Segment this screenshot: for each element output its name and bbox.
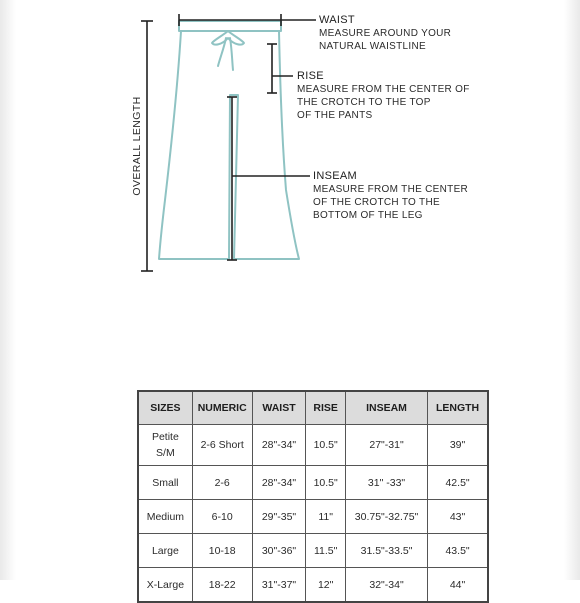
drawstring-icon [212,31,244,45]
inseam-description: MEASURE FROM THE CENTER OF THE CROTCH TO THE BOTTOM OF THE LEG [313,184,469,221]
table-header-row [138,391,488,425]
cell-waist: 28"-34" [252,425,306,466]
cell-size: Petite S/M [138,425,192,466]
waist-title: WAIST [319,14,355,26]
cell-inseam: 31.5"-33.5" [345,534,427,568]
cell-size: Small [138,466,192,500]
cell-inseam: 31" -33" [345,466,427,500]
waist-description: MEASURE AROUND YOUR NATURAL WAISTLINE [319,28,452,52]
waistband-shape [179,21,281,31]
pants-illustration [159,21,299,259]
cell-length: 44" [428,568,488,603]
cell-numeric: 10-18 [192,534,252,568]
waist-callout [319,14,451,53]
rise-description: MEASURE FROM THE CENTER OF THE CROTCH TO THE TOP OF THE PANTS [297,84,470,121]
cell-length: 43" [428,500,488,534]
cell-size: Medium [138,500,192,534]
rise-title: RISE [297,70,324,82]
cell-length: 39" [428,425,488,466]
cell-waist: 29"-35" [252,500,306,534]
cell-inseam: 27"-31" [345,425,427,466]
header-rise: RISE [306,391,346,425]
cell-numeric: 2-6 Short [192,425,252,466]
table-row [138,534,488,568]
header-waist: WAIST [252,391,306,425]
cell-length: 43.5" [428,534,488,568]
pants-silhouette [159,31,299,259]
cell-numeric: 18-22 [192,568,252,603]
header-inseam: INSEAM [345,391,427,425]
inseam-callout [313,170,468,222]
cell-waist: 30"-36" [252,534,306,568]
header-numeric: NUMERIC [192,391,252,425]
pants-diagram [0,0,580,290]
cell-inseam: 30.75"-32.75" [345,500,427,534]
cell-rise: 11.5" [306,534,346,568]
table-row [138,425,488,466]
header-sizes: SIZES [138,391,192,425]
cell-size: X-Large [138,568,192,603]
rise-callout [297,70,470,122]
cell-waist: 31"-37" [252,568,306,603]
cell-length: 42.5" [428,466,488,500]
size-chart-table [137,390,489,603]
cell-rise: 11" [306,500,346,534]
cell-numeric: 2-6 [192,466,252,500]
table-row [138,568,488,603]
cell-waist: 28"-34" [252,466,306,500]
cell-numeric: 6-10 [192,500,252,534]
cell-inseam: 32"-34" [345,568,427,603]
table-row [138,500,488,534]
inseam-title: INSEAM [313,170,357,182]
cell-rise: 10.5" [306,425,346,466]
overall-length-label: OVERALL LENGTH [131,96,143,196]
table-row [138,466,488,500]
header-length: LENGTH [428,391,488,425]
cell-size: Large [138,534,192,568]
cell-rise: 10.5" [306,466,346,500]
cell-rise: 12" [306,568,346,603]
